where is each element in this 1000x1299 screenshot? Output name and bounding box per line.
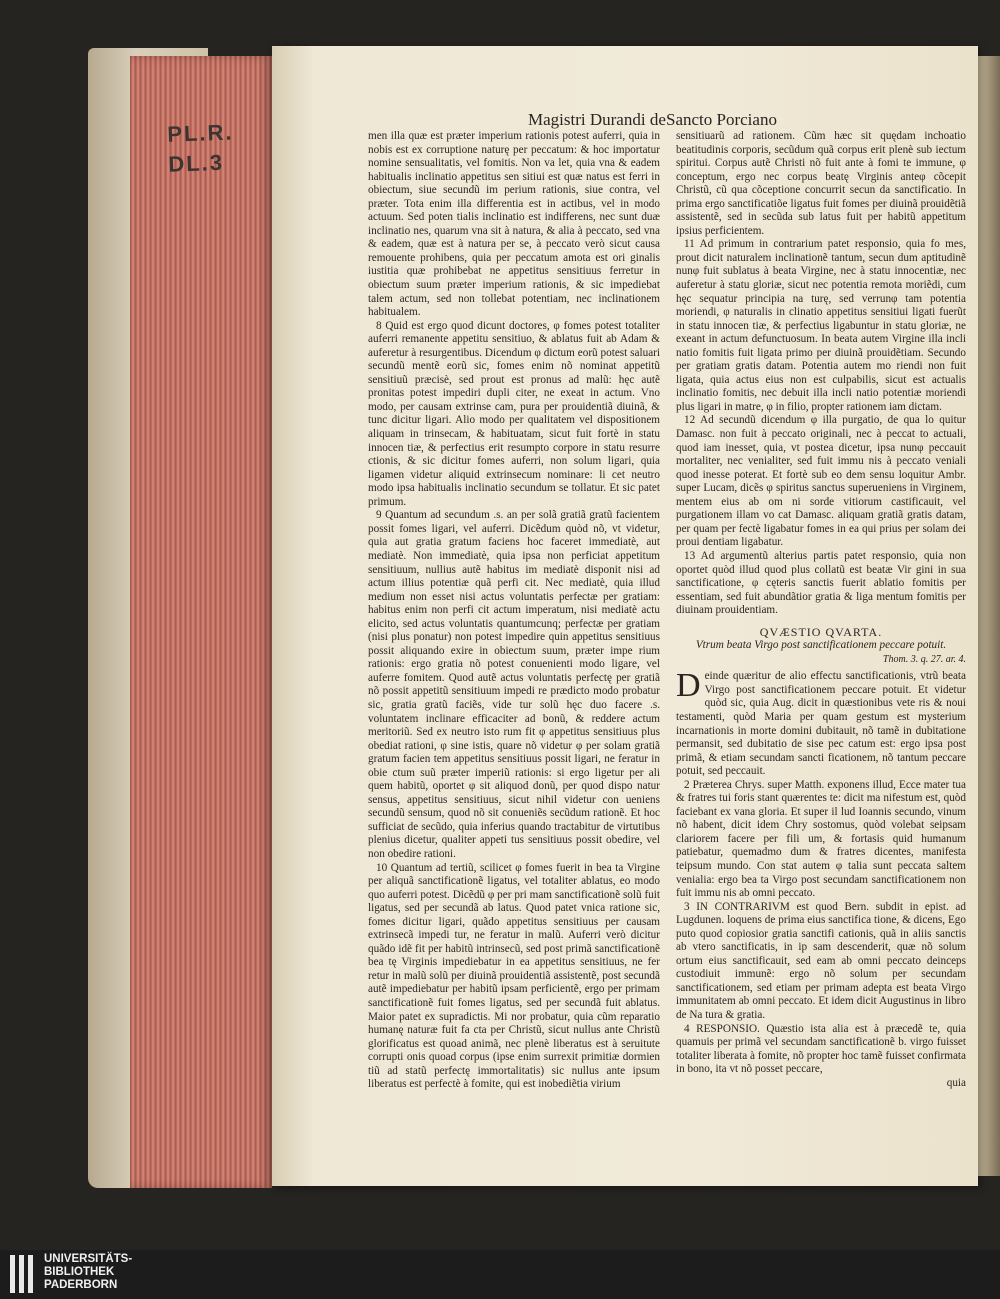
library-logo-icon [10, 1255, 36, 1293]
paragraph: 3 IN CONTRARIVM est quod Bern. subdit in epist. ad Lugdunen. loquens de prima eius sanctifica tione, & dicens, Ego puto quod copiosior gratia sanctifi cationis, quã in aliis sanctis ab vtero sanctificatis, in ip sam descenderit, quæ nõ solum ortum eius sanctificauit, sed eam ab omni peccato deinceps custodiuit immunẽ: ergo nõ solum per secundam sanctificationem, sed etiam per primam adepta est beata Virgo immunitatem ab omni peccato. Et idem dicit Augustinus in libro de Na tura & gratia. [676, 900, 966, 1021]
paragraph: 11 Ad primum in contrarium patet responsio, quia fo mes, prout dicit naturalem inclinationẽ tantum, secun dum aptitudinẽ nunφ fuit sublatus à beata Virgine, nec à statu innocentiæ, nec auferetur à statu gloriæ, sicut nec potentia remota moriẽdi, cum hęc sequatur principia na turę, sed verrunφ tam potentia moriendi, φ naturalis in clinatio appetitus sensitiui ligati fuerũt in statu innocen tiæ, & perfectius ligabuntur in statu gloriæ, ne exeant in actum defunctuosum. In beata autem Virgine illa incli natio fomitis fuit ligata primo per diuinã prouidẽtiam. Secundo per gratiam gratis datam. Potentia autem mo riendi non fuit ligata, quia actus eius non est culpabilis, sicut est actualis inclinatio fomitis, nec debuit illa incli natio potentiæ moriendi plus ligari in matre, φ in filio, propter rationem iam dictam. [676, 238, 966, 413]
logo-bar [10, 1255, 15, 1293]
paragraph: 4 RESPONSIO. Quæstio ista alia est à præcedẽ te, quia quamuis per primã vel secundam sanctificationẽ b. virgo fuisset totaliter liberata à fomite, nõ propter hoc tamẽ fuisset confirmata in bono, ita vt nõ posset peccare, [676, 1022, 966, 1076]
library-name-line: BIBLIOTHEK [44, 1266, 115, 1278]
paragraph-text: einde quæritur de alio effectu sanctificationis, vtrũ beata Virgo post sanctificationem peccare potuit. Et videtur quòd sic, quia Aug. dicit in quæstionibus vete ris & noui testamenti, quòd Maria per quam gestum est mysterium incarnationis in morte domini dubitauit, nõ tamẽ in dubitatione permansit, sed dubitatio de sise pec catum est: ergo ipsa post primã, & etiam secundam sancti ficationem, nõ tantum peccare potuit, sed peccauit. [676, 670, 966, 778]
paragraph-with-dropcap [676, 667, 966, 778]
library-footer-bar [0, 1250, 1000, 1299]
paragraph: 13 Ad argumentũ alterius partis patet responsio, quia non oportet quòd illud quod plus collatũ est beatæ Vir gini in sua sanctificatione, φ cęteris sanctis fuerit ablatio fomitis per essentiam, sed fuit abundãtior gratia & liga mentum fomitis per diuinam prouidentiam. [676, 549, 966, 617]
paragraph: 2 Præterea Chrys. super Matth. exponens illud, Ecce mater tua & fratres tui foris stant quærentes te: dicit ma nifestum est, quòd faciebant ex vana gloria. Et super il lud Ioannis secundo, vinum nõ habent, dicit idem Chry sostomus, quòd volebat seipsam clariorem facere per fili um, & fortasis quid humanum patiebatur, quemadmo dum & fratres dicentes, manifesta teipsum mundo. Con stat autem φ talia sunt peccata saltem venialia: ergo bea ta Virgo post secundam sanctificationem non fuit immu nis ab omni peccato. [676, 778, 966, 900]
logo-bar [28, 1255, 33, 1293]
running-header-right: Sancto Porciano [666, 110, 777, 129]
question-subtitle: Vtrum beata Virgo post sanctificationem peccare potuit. [695, 639, 947, 652]
spine-label-line: PL.R. [166, 119, 234, 147]
drop-cap-letter: D [676, 667, 701, 705]
spine-label [167, 116, 269, 189]
left-text-column [368, 130, 660, 1092]
paragraph: men illa quæ est præter imperium rationis potest auferri, quia in nobis est ex corruptione naturę per peccatum: & hoc importatur nomine sensualitatis, vel fomitis. Non va let, quia vna & eadem habitualis inclinatio appetitus sen sitiui est quæ natus est ferri in obiectum, siue secundũ im perium rationis, siue contra, vel præter. Tota enim illa differentia est in actibus, vel in modo actuum. Sed poten tialis inclinatio est indifferens, nec sunt duæ inclinatio nes, quarum vna sit à natura, & alia à peccato, sed vna & eadem, quæ est à natura per se, à peccato verò sicut causa remouente prohibens, quia per peccatum amota est ori ginalis iustitia quæ prohibebat ne appetitus sensitiuus ferretur in obiectum suum præter imperium rationis, & sic impediebat talem actum, sed non tollebat potentiam, nec inclinationem habitualem. [368, 130, 660, 319]
right-page-edge [976, 56, 1000, 1176]
paragraph: 12 Ad secundũ dicendum φ illa purgatio, de qua lo quitur Damasc. non fuit à peccato originali, nec à peccat to actuali, quod iam inesset, quia, vt postea dicetur, ipsa nunφ peccauit mortaliter, nec venialiter, sed fuit immu nis à peccato veniali quod inesse poterat. Et fortè sub eo dem sensu loquitur Ambr. super Lucam, dicẽs φ spiritus sanctus superueniens in Virginem, mentem eius ab om ni sorde vitiorum castificauit, vel purgationem illam vo cat Damasc. aliquam gratiã gratis datam, per quam per fectè ligabatur fomes in ea qui prius per solam dei proui dentiam ligabatur. [676, 414, 966, 549]
paragraph: 8 Quid est ergo quod dicunt doctores, φ fomes potest totaliter auferri remanente appetitu sensitiuo, & ablatus fuit ab Adam & auferetur à resurgentibus. Dicendum φ dictum eorũ potest saluari secundũ mentẽ eorũ sic, fomes enim nõ nominat appetitũ sensitiuũ præcisè, sed prout est pronus ad malũ: hęc autẽ pronitas potest impediri dupli citer, ne exeat in actum. Vno modo, per causam extrinse cam, pura per prouidentiã diuinã, & tunc dicitur ligari. Alio modo per qualitatem vel dispositionem aliquam in trinsecam, & habituatam, sicut fuit fortè in statu innocen tiæ, & perfectius erit resumpto corpore in statu resurre ctionis, & sic dicitur fomes auferri, non solum ligari, quia ligamen videtur aliquid extrinsecum nominare: li cet neutro modo ipsa habitualis inclinatio secundum se tollatur. Et sic patet primum. [368, 319, 660, 508]
catchword: quia [946, 1076, 966, 1089]
running-header-left: Magistri Durandi de [528, 110, 666, 129]
library-name [44, 1253, 132, 1292]
book-page-edge [130, 56, 272, 1188]
logo-bar [19, 1255, 24, 1293]
library-name-line: UNIVERSITÄTS- [44, 1253, 133, 1265]
paragraph: 10 Quantum ad tertiũ, scilicet φ fomes fuerit in bea ta Virgine per aliquã sanctificationẽ ligatus, vel totaliter ablatus, eo modo quo auferri potest. Dicẽdũ φ per pri mam sanctificationẽ solũ fuit ligatus, sed per secundã ab latus. Quod patet vnica ratione sic, fomes dicitur ligari, quãdo appetitus sensitiuus per causam extrinsecã impedi tur, ne feratur in malũ. Auferri verò dicitur quãdo idẽ fit per habitũ intrinsecũ, sed post primã sanctificationẽ bea tę Virginis impediebatur in ea appetitus sensitiuus, ne fer retur in malũ solũ per diuinã prouidentiã assistentẽ, post secundã autẽ impediebatur per habitũ ipsam perficientẽ, ergo per primam sanctificationẽ fuit fomes ligatus, sed per secundã fuit ablatus. Maior patet ex supradictis. Mi nor probatur, quia cũm reparatio humanę naturæ fuit fa cta per Christũ, sicut nullus ante Christũ glorificatus est quoad animã, nec plenè liberatus est à seruitute corrupti onis quoad corpus (ipse enim surrexit primitiæ dormien tiũ ad statũ perfectę immortalitatis) sic nullus ante ipsum liberatus est perfectè à fomite, qui est inobediẽtia virium [368, 861, 660, 1091]
spine-label-line: DL.3 [167, 149, 225, 177]
book-page [272, 46, 978, 1186]
paragraph: 9 Quantum ad secundum .s. an per solã gratiã gratũ facientem possit fomes ligari, vel auferri. Dicẽdum quòd nõ, vt videtur, quia aut gratia gratum faciens hoc faceret immediatè, aut mediatè. Non immediatè, quia ipsa non perficiat appetitum sensitiuum, nullius autẽ habitus im mediatè disponit nisi ad actum illius potentiæ quã perfi cit. Nec mediatè, quia illud medium non esset nisi actus voluntatis perfectæ per gratiam: habitus enim non perfi cit actum imperatum, nisi mediatè actu elicito, sed actus voluntatis quantumcunq; perfectæ per gratiam (nisi plus ponatur) non potest impedire quin appetitus sensitiuus possit aliquando exire in obiectum suum, præter impe rium rationis: ergo gratia nõ potest conuenienti modo ligare, vel auferre fomitem. Quod autẽ actus voluntatis perfectę per gratiã nõ possit appetitũ sensitiuum impedi re prædicto modo probatur sic, gratia gratũ faciẽs, vide tur solũ hęc duo facere .s. voluntatem inclinare efficaciter ad bonũ, & reddere actum meritoriũ. Sed ex neutro isto rum fit φ appetitus sensitiuus plus obediat rationi, φ sine istis, quare nõ videtur φ per solam gratiã gratum facien tem appetitus sensitiuus possit ligari, ne feratur in obie ctum suũ præter imperiũ rationis: si ergo ligetur per ali quem habitũ, oportet φ sit aliquod donũ, per quod dispo natur sensus, appetitus sensitiuus, sicut nihil videtur con ueniens secundũ sensum, quod nõ sit conueniẽs secũdum rationẽ. Et hoc sufficiat de secũdo, quia inferius quando tractabitur de virtutibus plenius dicetur, qualiter appeti tus sensitiuus possit obedire, vel non obedire rationi. [368, 509, 660, 860]
library-name-line: PADERBORN [44, 1279, 118, 1291]
question-title: QVÆSTIO QVARTA. [759, 624, 883, 639]
question-reference: Thom. 3. q. 27. ar. 4. [882, 653, 966, 665]
paragraph: sensitiuarũ ad rationem. Cũm hæc sit quędam inchoatio beatitudinis corporis, secũdum quã corpus erit plenè sub iectum spiritui. Corpus autẽ Christi nõ fuit ante à fomi te immune, φ conceptum, ergo nec corpus beatę Virginis anteφ cõcepit Christũ, cũ qua cõceptione concurrit secun da sanctificatio. In prima ergo sanctificatiõe ligatus fuit fomes per diuinã prouidẽtiã assistentẽ, sed in secũda sub latus fuit per habitũ appetitum ipsius perficientem. [676, 130, 966, 237]
right-text-column [676, 130, 966, 1090]
